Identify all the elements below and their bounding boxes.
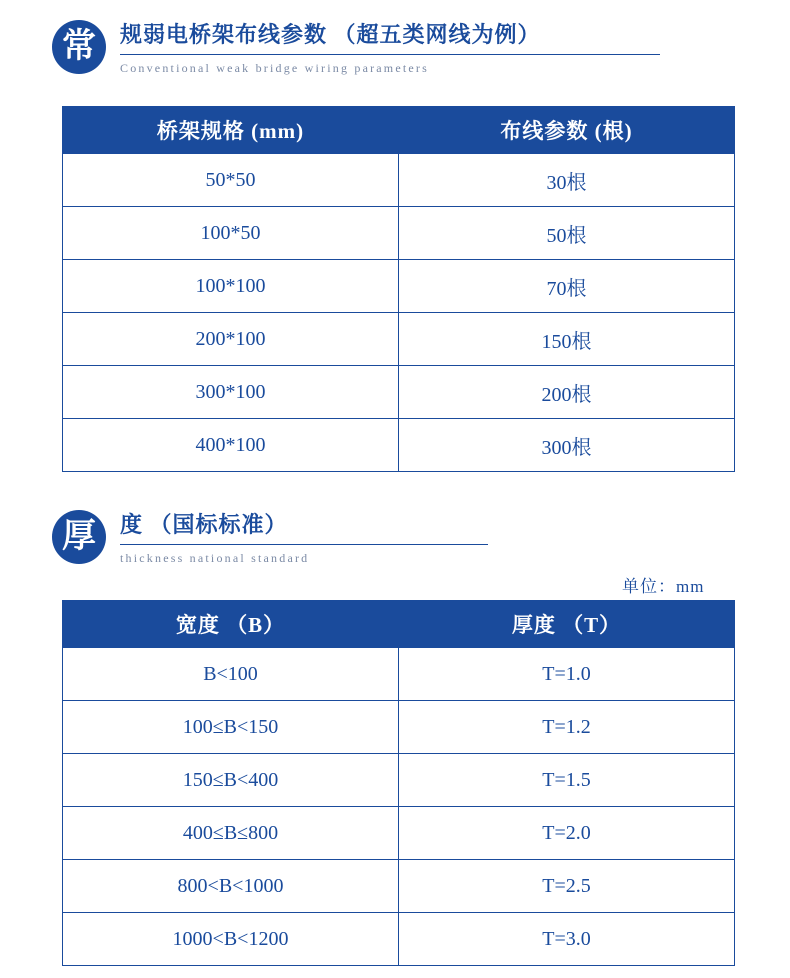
table-cell-width: 150≤B<400 <box>63 754 399 807</box>
table-cell-width: B<100 <box>63 648 399 701</box>
table-header-cell: 布线参数 (根) <box>399 107 735 154</box>
table-row <box>63 807 735 860</box>
section-title-cn: 度 （国标标准） <box>120 512 288 537</box>
unit-note: 单位：mm <box>622 577 705 596</box>
table-cell-spec: 100*100 <box>63 260 399 313</box>
section-title-en: thickness national standard <box>120 551 310 565</box>
table-row <box>63 313 735 366</box>
table-cell-count: 300根 <box>399 419 735 472</box>
table-cell-count: 50根 <box>399 207 735 260</box>
section-badge-icon: 厚 <box>52 510 106 564</box>
table-cell-count: 70根 <box>399 260 735 313</box>
table-wiring-parameters <box>62 106 735 472</box>
table-cell-width: 800<B<1000 <box>63 860 399 913</box>
table-header-cell: 厚度 （T） <box>399 601 735 648</box>
table-cell-spec: 100*50 <box>63 207 399 260</box>
table-row <box>63 860 735 913</box>
table-row <box>63 754 735 807</box>
table-row <box>63 207 735 260</box>
table-cell-thickness: T=1.5 <box>399 754 735 807</box>
table-cell-spec: 200*100 <box>63 313 399 366</box>
section-header-wiring-parameters <box>52 18 652 76</box>
table-cell-thickness: T=2.5 <box>399 860 735 913</box>
table-row <box>63 260 735 313</box>
table-header-row <box>63 601 735 648</box>
section-header-text <box>120 508 488 566</box>
table-header-row <box>63 107 735 154</box>
section-divider <box>120 54 660 55</box>
table-row <box>63 419 735 472</box>
table-row <box>63 913 735 966</box>
table-cell-spec: 50*50 <box>63 154 399 207</box>
section-title-en: Conventional weak bridge wiring parameters <box>120 61 429 75</box>
table-cell-thickness: T=2.0 <box>399 807 735 860</box>
section-badge-icon: 常 <box>52 20 106 74</box>
table-row <box>63 648 735 701</box>
table-row <box>63 701 735 754</box>
table-cell-thickness: T=1.2 <box>399 701 735 754</box>
table-cell-spec: 400*100 <box>63 419 399 472</box>
table-cell-count: 200根 <box>399 366 735 419</box>
table-cell-width: 1000<B<1200 <box>63 913 399 966</box>
table-cell-thickness: T=3.0 <box>399 913 735 966</box>
section-title-cn: 规弱电桥架布线参数 （超五类网线为例） <box>120 22 541 47</box>
table-row <box>63 366 735 419</box>
table-thickness-standard <box>62 600 735 966</box>
section-divider <box>120 544 488 545</box>
table-cell-width: 400≤B≤800 <box>63 807 399 860</box>
section-header-text <box>120 18 660 76</box>
table-cell-width: 100≤B<150 <box>63 701 399 754</box>
table-cell-count: 150根 <box>399 313 735 366</box>
table-cell-spec: 300*100 <box>63 366 399 419</box>
table-header-cell: 桥架规格 (mm) <box>63 107 399 154</box>
table-cell-count: 30根 <box>399 154 735 207</box>
table-header-cell: 宽度 （B） <box>63 601 399 648</box>
table-cell-thickness: T=1.0 <box>399 648 735 701</box>
section-header-thickness <box>52 508 502 566</box>
table-row <box>63 154 735 207</box>
